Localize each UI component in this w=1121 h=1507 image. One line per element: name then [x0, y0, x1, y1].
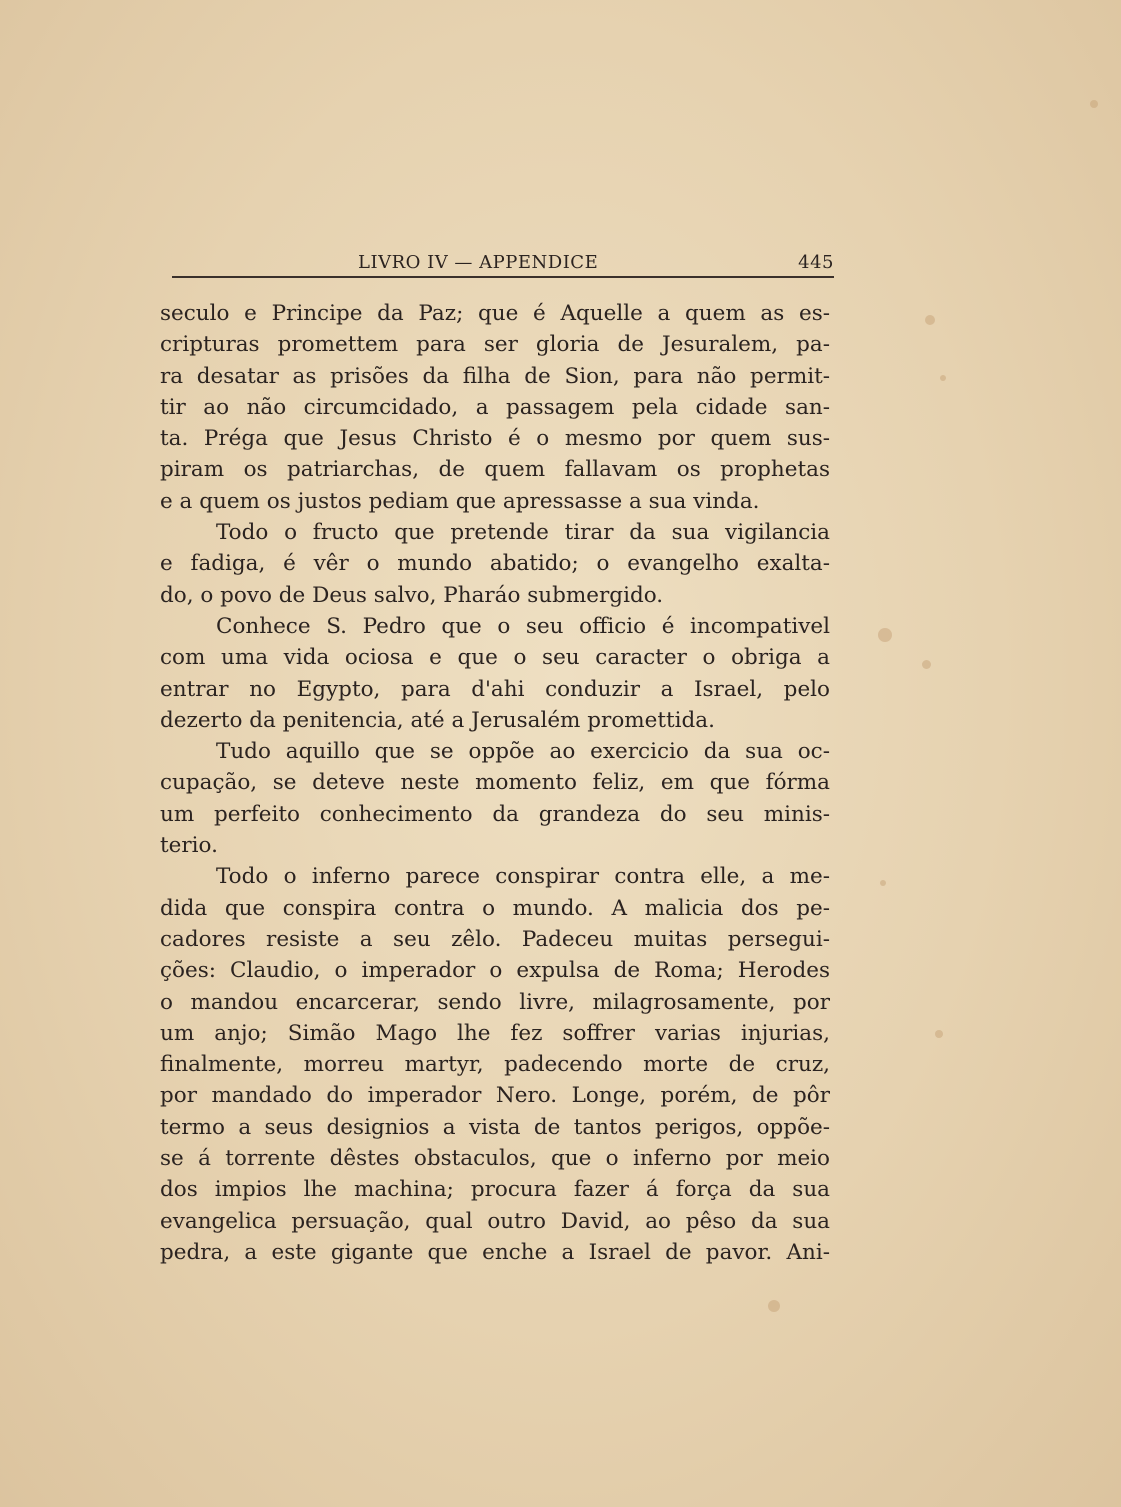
foxing-spot — [878, 628, 892, 642]
text-line: um perfeito conhecimento da grandeza do seu minis- — [160, 801, 830, 827]
text-line: se á torrente dêstes obstaculos, que o inferno por meio — [160, 1146, 830, 1172]
text-line: por mandado do imperador Nero. Longe, porém, de pôr — [160, 1083, 830, 1109]
text-line: evangelica persuação, qual outro David, ao pêso da sua — [160, 1208, 830, 1234]
text-line: Todo o inferno parece conspirar contra elle, a me- — [216, 864, 830, 890]
foxing-spot — [940, 375, 946, 381]
text-line: com uma vida ociosa e que o seu caracter o obriga a — [160, 645, 830, 671]
text-line: cupação, se deteve neste momento feliz, em que fórma — [160, 770, 830, 796]
text-line: ções: Claudio, o imperador o expulsa de Roma; Herodes — [160, 958, 830, 984]
running-header — [172, 252, 834, 278]
text-line: um anjo; Simão Mago lhe fez soffrer varias injurias, — [160, 1020, 830, 1046]
text-line: terio. — [160, 833, 218, 859]
text-line: entrar no Egypto, para d'ahi conduzir a Israel, pelo — [160, 676, 830, 702]
text-line: termo a seus designios a vista de tantos perigos, oppõe- — [160, 1114, 830, 1140]
foxing-spot — [922, 660, 931, 669]
text-line: cripturas promettem para ser gloria de Jesuralem, pa- — [160, 332, 830, 358]
text-line: piram os patriarchas, de quem fallavam os prophetas — [160, 457, 830, 483]
text-line: tir ao não circumcidado, a passagem pela cidade san- — [160, 394, 830, 420]
header-title: LIVRO IV — APPENDICE — [358, 252, 599, 273]
text-line: dida que conspira contra o mundo. A malicia dos pe- — [160, 895, 830, 921]
text-line: e fadiga, é vêr o mundo abatido; o evangelho exalta- — [160, 551, 830, 577]
foxing-spot — [925, 315, 935, 325]
text-line: dos impios lhe machina; procura fazer á força da sua — [160, 1177, 830, 1203]
foxing-spot — [1090, 100, 1098, 108]
text-line: e a quem os justos pediam que apressasse a sua vinda. — [160, 488, 760, 514]
text-line: Tudo aquillo que se oppõe ao exercicio da sua oc- — [216, 739, 830, 765]
text-line: do, o povo de Deus salvo, Pharáo submergido. — [160, 582, 664, 608]
text-line: cadores resiste a seu zêlo. Padeceu muitas persegui- — [160, 926, 830, 952]
text-line: o mandou encarcerar, sendo livre, milagrosamente, por — [160, 989, 830, 1015]
text-line: seculo e Principe da Paz; que é Aquelle a quem as es- — [160, 301, 830, 326]
foxing-spot — [768, 1300, 780, 1312]
foxing-spot — [880, 880, 886, 886]
text-line: Conhece S. Pedro que o seu officio é incompativel — [216, 613, 830, 639]
text-line: pedra, a este gigante que enche a Israel de pavor. Ani- — [160, 1239, 830, 1265]
text-line: ta. Préga que Jesus Christo é o mesmo por quem sus- — [160, 426, 830, 452]
page-number: 445 — [798, 252, 834, 273]
text-line: dezerto da penitencia, até a Jerusalém promettida. — [160, 707, 715, 733]
text-line: finalmente, morreu martyr, padecendo morte de cruz, — [160, 1052, 830, 1078]
text-line: ra desatar as prisões da filha de Sion, para não permit- — [160, 363, 830, 389]
body-text — [160, 298, 830, 1268]
foxing-spot — [935, 1030, 943, 1038]
text-line: Todo o fructo que pretende tirar da sua vigilancia — [216, 520, 830, 546]
